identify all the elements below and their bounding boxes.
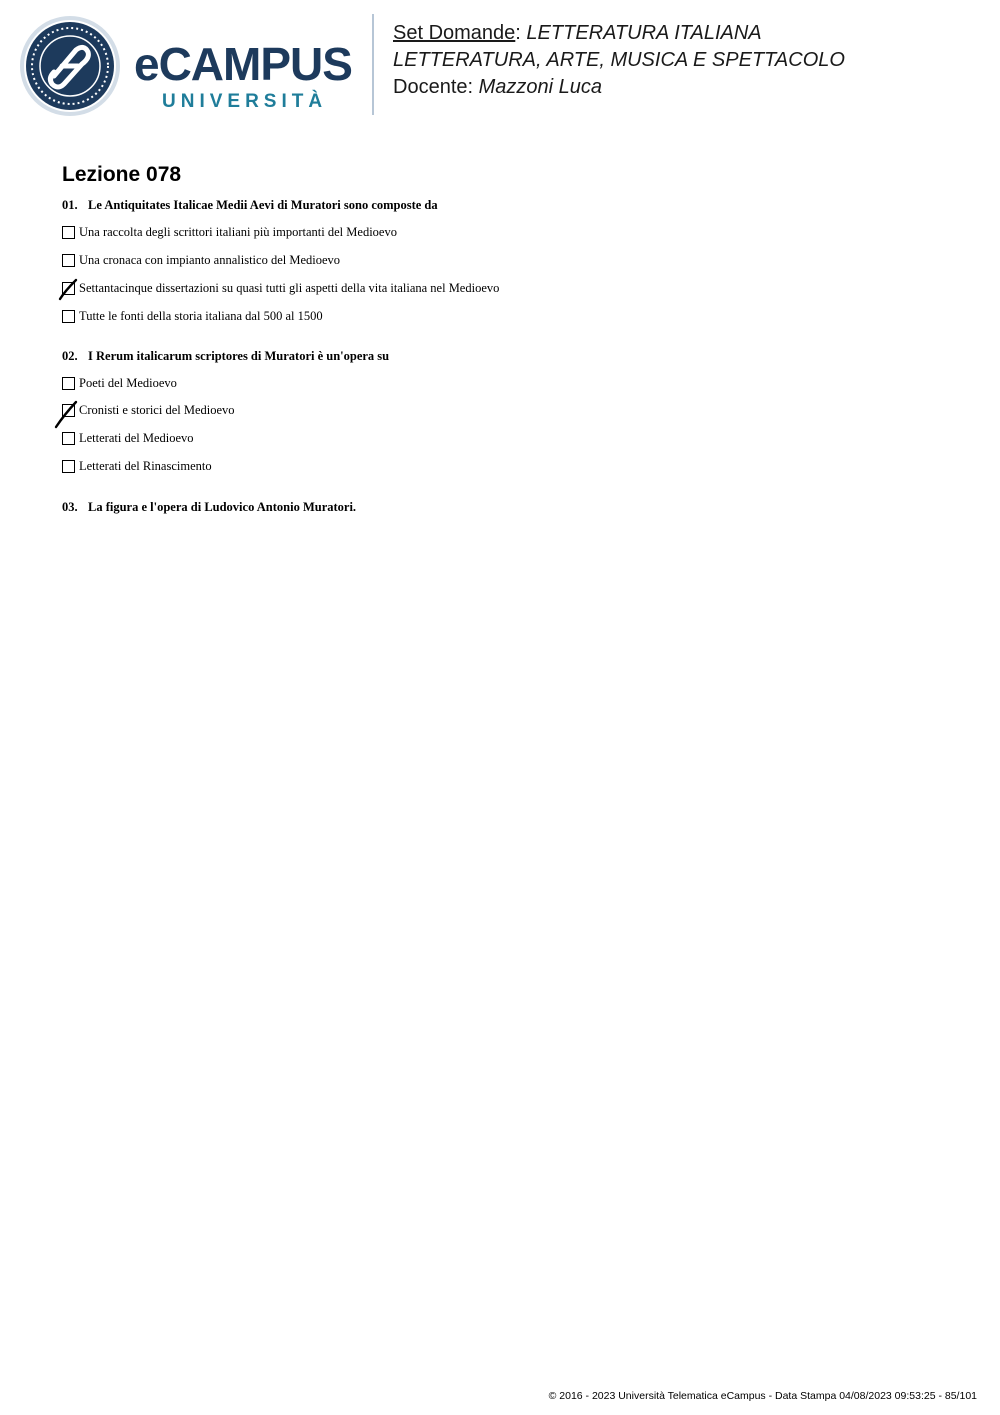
answer-option[interactable] xyxy=(62,402,235,418)
answer-option[interactable] xyxy=(62,252,340,268)
answer-text: Letterati del Rinascimento xyxy=(79,458,212,473)
answer-checkbox[interactable] xyxy=(62,377,75,390)
ecampus-logo xyxy=(14,14,359,118)
answer-text: Cronisti e storici del Medioevo xyxy=(79,402,235,417)
set-line xyxy=(393,20,845,47)
answer-checkbox[interactable] xyxy=(62,254,75,267)
set-value: LETTERATURA ITALIANA xyxy=(526,22,762,44)
set-sep: : xyxy=(515,22,527,44)
docente-line xyxy=(393,74,845,101)
answer-text: Tutte le fonti della storia italiana dal 500 al 1500 xyxy=(79,308,323,323)
question-text: Le Antiquitates Italicae Medii Aevi di Muratori sono composte da xyxy=(88,198,438,212)
answer-checkbox[interactable] xyxy=(62,226,75,239)
logo-subtitle: UNIVERSITÀ xyxy=(162,91,328,112)
answer-checkbox[interactable] xyxy=(62,460,75,473)
logo-wordmark: eCAMPUS xyxy=(134,38,352,90)
answer-text: Una raccolta degli scrittori italiani più importanti del Medioevo xyxy=(79,224,397,239)
ecampus-seal-icon xyxy=(14,14,359,118)
answer-option[interactable] xyxy=(62,224,397,240)
docente-value: Mazzoni Luca xyxy=(478,76,603,98)
question-text: I Rerum italicarum scriptores di Muratori è un'opera su xyxy=(88,349,390,363)
page-footer: © 2016 - 2023 Università Telematica eCampus - Data Stampa 04/08/2023 09:53:25 - 85/101 xyxy=(548,1390,977,1402)
header-divider xyxy=(372,14,374,115)
answer-option[interactable] xyxy=(62,430,194,446)
answer-option[interactable] xyxy=(62,280,499,296)
question-01 xyxy=(62,197,438,213)
set-subject: LETTERATURA, ARTE, MUSICA E SPETTACOLO xyxy=(393,49,845,71)
answer-text: Poeti del Medioevo xyxy=(79,375,177,390)
question-text: La figura e l'opera di Ludovico Antonio Muratori. xyxy=(88,500,357,514)
check-mark-icon xyxy=(54,400,84,430)
header-info xyxy=(393,20,845,101)
answer-text: Una cronaca con impianto annalistico del Medioevo xyxy=(79,252,341,267)
docente-label: Docente: xyxy=(393,76,479,98)
answer-option[interactable] xyxy=(62,308,323,324)
answer-checkbox[interactable] xyxy=(62,432,75,445)
question-02 xyxy=(62,348,389,364)
set-label: Set Domande xyxy=(393,22,516,44)
answer-text: Settantacinque dissertazioni su quasi tutti gli aspetti della vita italiana nel Medioevo xyxy=(79,280,500,295)
question-number: 03. xyxy=(62,500,78,514)
lesson-title: Lezione 078 xyxy=(62,163,182,186)
answer-checkbox[interactable] xyxy=(62,310,75,323)
question-03 xyxy=(62,499,356,515)
answer-checkbox-checked[interactable] xyxy=(62,404,75,417)
answer-checkbox-checked[interactable] xyxy=(62,282,75,295)
question-number: 02. xyxy=(62,349,78,363)
answer-option[interactable] xyxy=(62,375,177,391)
answer-option[interactable] xyxy=(62,458,212,474)
check-mark-icon xyxy=(54,278,84,304)
question-number: 01. xyxy=(62,198,78,212)
answer-text: Letterati del Medioevo xyxy=(79,430,194,445)
